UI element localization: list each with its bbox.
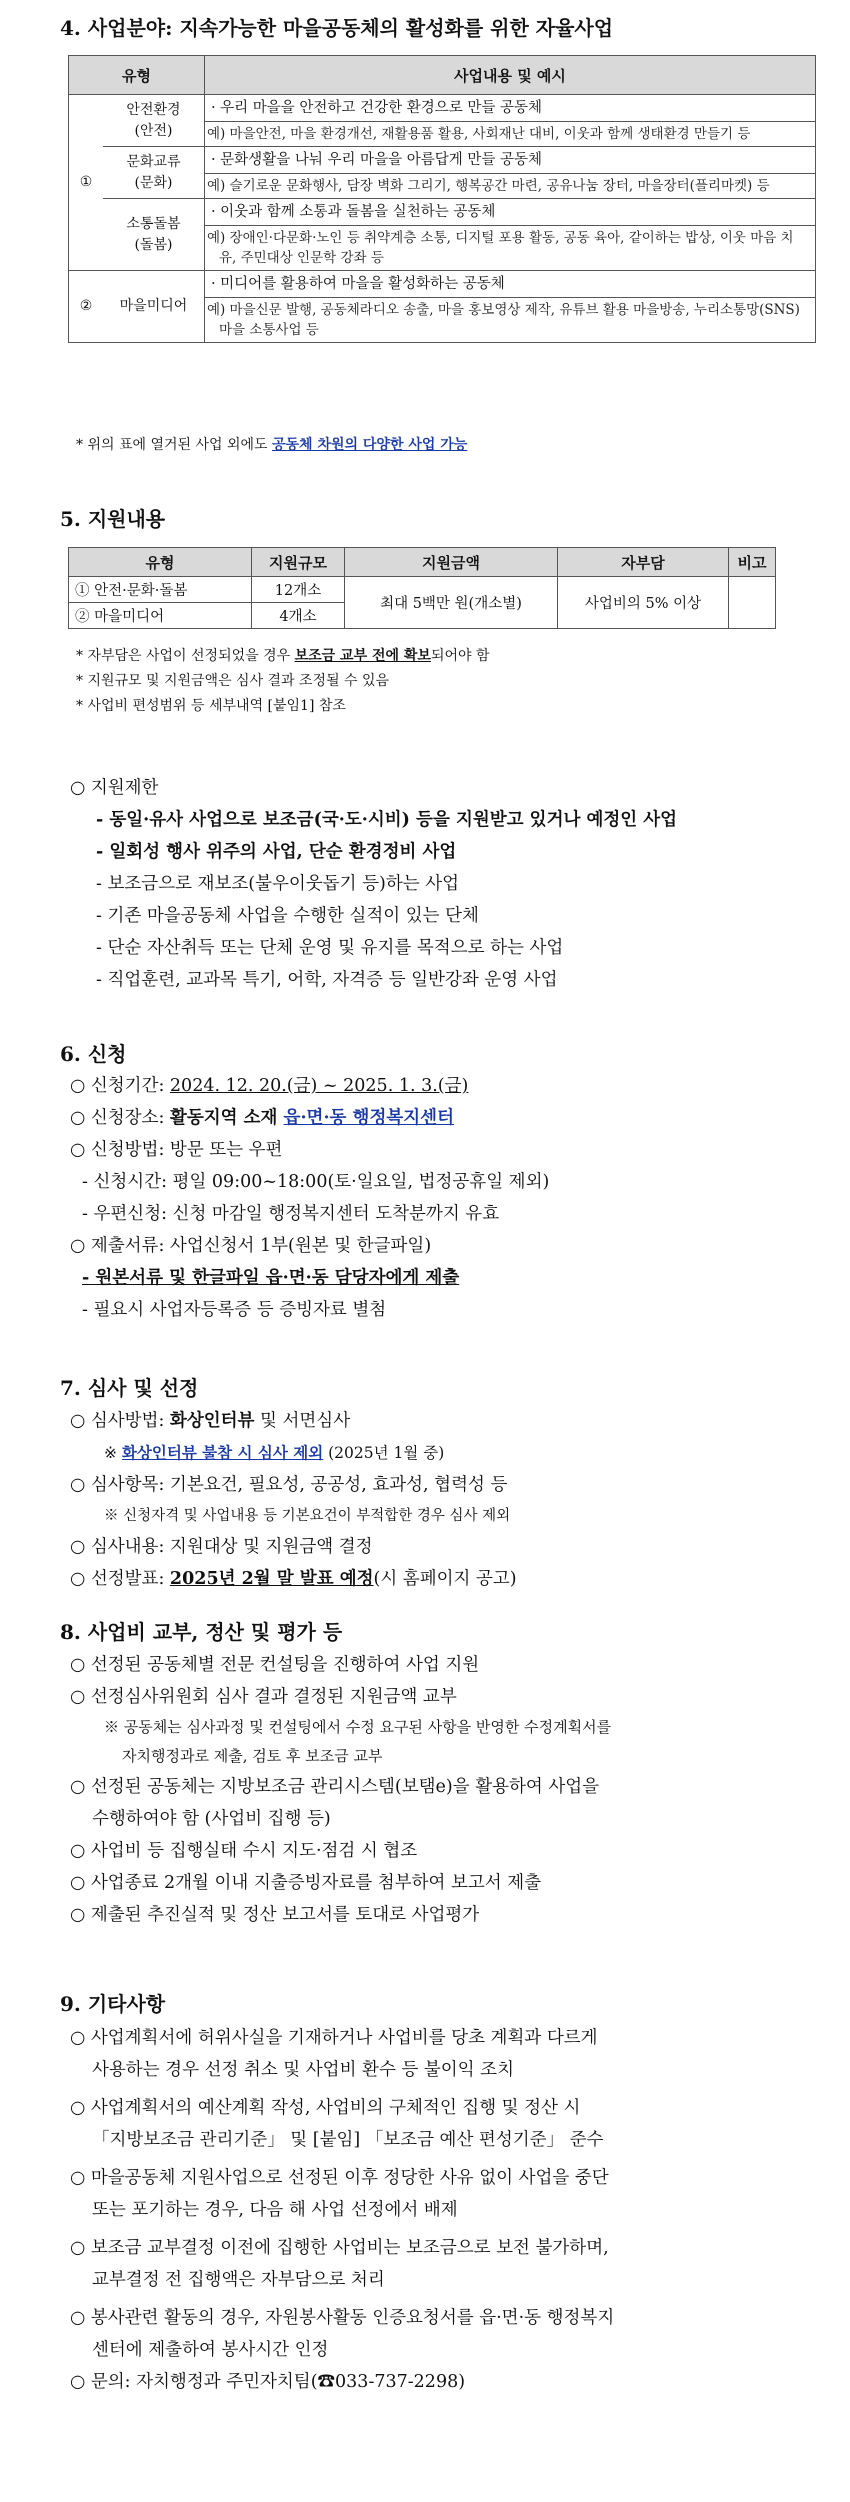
- review-note-2: ※ 신청자격 및 사업내용 등 기본요건이 부적합한 경우 심사 제외: [104, 1508, 511, 1524]
- restriction-item: - 단순 자산취득 또는 단체 운영 및 유지를 목적으로 하는 사업: [96, 938, 564, 958]
- type-cell: ② 마을미디어: [69, 603, 252, 629]
- misc-item: 또는 포기하는 경우, 다음 해 사업 선정에서 배제: [92, 2200, 458, 2220]
- table-header: 비고: [729, 548, 776, 577]
- support-note-2: * 지원규모 및 지원금액은 심사 결과 조정될 수 있음: [76, 673, 390, 689]
- application-mail: - 우편신청: 신청 마감일 행정복지센터 도착분까지 유효: [82, 1204, 500, 1224]
- section-5-title: 5. 지원내용: [60, 507, 166, 531]
- group-number: ①: [69, 95, 104, 271]
- misc-item: ○ 사업계획서에 허위사실을 기재하거나 사업비를 당초 계획과 다르게: [70, 2028, 598, 2048]
- table-header-content: 사업내용 및 예시: [204, 56, 815, 95]
- review-content: ○ 심사내용: 지원대상 및 지원금액 결정: [70, 1537, 373, 1557]
- table-header-type: 유형: [69, 56, 205, 95]
- category-cell: 문화교류 (문화): [103, 147, 204, 199]
- misc-item: ○ 마을공동체 지원사업으로 선정된 이후 정당한 사유 없이 사업을 중단: [70, 2168, 609, 2188]
- content-example: 예) 슬기로운 문화행사, 담장 벽화 그리기, 행복공간 마련, 공유나눔 장터, 마을장터(플리마켓) 등: [204, 174, 815, 199]
- table-row: [69, 147, 816, 174]
- note-highlight-link: 공동체 차원의 다양한 사업 가능: [272, 437, 468, 453]
- misc-item: ○ 보조금 교부결정 이전에 집행한 사업비는 보조금으로 보전 불가하며,: [70, 2238, 609, 2258]
- remarks-cell: [729, 577, 776, 629]
- table-row: [69, 95, 816, 122]
- self-burden-cell: 사업비의 5% 이상: [558, 577, 729, 629]
- review-method: ○ 심사방법: 화상인터뷰 및 서면심사: [70, 1411, 351, 1431]
- announcement: ○ 선정발표: 2025년 2월 말 발표 예정(시 홈페이지 공고): [70, 1569, 517, 1589]
- misc-item: 사용하는 경우 선정 취소 및 사업비 환수 등 불이익 조치: [92, 2060, 514, 2080]
- content-example: 예) 장애인·다문화·노인 등 취약계층 소통, 디지털 포용 활동, 공동 육아, 같이하는 밥상, 이웃 마음 치유, 주민대상 인문학 강좌 등: [204, 226, 815, 271]
- scale-cell: 12개소: [252, 577, 345, 603]
- settlement-item: ○ 사업종료 2개월 이내 지출증빙자료를 첨부하여 보고서 제출: [70, 1873, 542, 1893]
- application-time: - 신청시간: 평일 09:00~18:00(토·일요일, 법정공휴일 제외): [82, 1172, 550, 1192]
- submission-docs-note: - 원본서류 및 한글파일 읍·면·동 담당자에게 제출: [82, 1268, 460, 1288]
- review-items: ○ 심사항목: 기본요건, 필요성, 공공성, 효과성, 협력성 등: [70, 1475, 508, 1495]
- misc-item: 「지방보조금 관리기준」 및 [붙임] 「보조금 예산 편성기준」 준수: [92, 2130, 604, 2150]
- type-cell: ① 안전·문화·돌봄: [69, 577, 252, 603]
- section-6-title: 6. 신청: [60, 1042, 127, 1066]
- submission-docs: ○ 제출서류: 사업신청서 1부(원본 및 한글파일): [70, 1236, 432, 1256]
- table-row: [69, 577, 776, 603]
- table-row: [69, 199, 816, 226]
- restriction-item: - 보조금으로 재보조(불우이웃돕기 등)하는 사업: [96, 874, 460, 894]
- section-8-title: 8. 사업비 교부, 정산 및 평가 등: [60, 1620, 343, 1644]
- review-note-1: ※ 화상인터뷰 불참 시 심사 제외 (2025년 1월 중): [104, 1443, 445, 1462]
- misc-item: 교부결정 전 집행액은 자부담으로 처리: [92, 2270, 385, 2290]
- contact-info: ○ 문의: 자치행정과 주민자치팀(☎033-737-2298): [70, 2372, 466, 2392]
- content-example: 예) 마을신문 발행, 공동체라디오 송출, 마을 홍보영상 제작, 유튜브 활용 마을방송, 누리소통망(SNS) 마을 소통사업 등: [204, 298, 815, 343]
- settlement-item: ○ 선정심사위원회 심사 결과 결정된 지원금액 교부: [70, 1687, 457, 1707]
- restriction-item: - 동일·유사 사업으로 보조금(국·도·시비) 등을 지원받고 있거나 예정인 사업: [96, 810, 678, 830]
- table-header: 지원규모: [252, 548, 345, 577]
- restriction-heading: ○ 지원제한: [70, 778, 159, 798]
- settlement-item: ○ 제출된 추진실적 및 정산 보고서를 토대로 사업평가: [70, 1905, 480, 1925]
- support-note-3: * 사업비 편성범위 등 세부내역 [붙임1] 참조: [76, 698, 346, 714]
- review-note-link: 화상인터뷰 불참 시 심사 제외: [121, 1443, 324, 1462]
- category-cell: 마을미디어: [103, 271, 204, 343]
- table-header: 자부담: [558, 548, 729, 577]
- section-9-title: 9. 기타사항: [60, 1992, 166, 2016]
- section-7-title: 7. 심사 및 선정: [60, 1376, 199, 1400]
- settlement-item: ○ 사업비 등 집행실태 수시 지도·점검 시 협조: [70, 1841, 418, 1861]
- place-link: 읍·면·동 행정복지센터: [283, 1108, 454, 1128]
- content-example: 예) 마을안전, 마을 환경개선, 재활용품 활용, 사회재난 대비, 이웃과 함께 생태환경 만들기 등: [204, 122, 815, 147]
- support-note-1: * 자부담은 사업이 선정되었을 경우 보조금 교부 전에 확보되어야 함: [76, 648, 490, 664]
- category-cell: 안전환경 (안전): [103, 95, 204, 147]
- content-main: · 문화생활을 나눠 우리 마을을 아름답게 만들 공동체: [204, 147, 815, 174]
- table-header: 지원금액: [345, 548, 558, 577]
- settlement-item: ○ 선정된 공동체별 전문 컨설팅을 진행하여 사업 지원: [70, 1655, 480, 1675]
- misc-item: 센터에 제출하여 봉사시간 인정: [92, 2340, 329, 2360]
- settlement-note: 자치행정과로 제출, 검토 후 보조금 교부: [122, 1747, 383, 1765]
- business-field-table: [68, 55, 816, 343]
- content-main: · 우리 마을을 안전하고 건강한 환경으로 만들 공동체: [204, 95, 815, 122]
- restriction-item: - 기존 마을공동체 사업을 수행한 실적이 있는 단체: [96, 906, 479, 926]
- content-main: · 미디어를 활용하여 마을을 활성화하는 공동체: [204, 271, 815, 298]
- submission-docs-extra: - 필요시 사업자등록증 등 증빙자료 별첨: [82, 1300, 387, 1320]
- scale-cell: 4개소: [252, 603, 345, 629]
- restriction-item: - 직업훈련, 교과목 특기, 어학, 자격증 등 일반강좌 운영 사업: [96, 970, 558, 990]
- category-cell: 소통돌봄 (돌봄): [103, 199, 204, 271]
- table-header: 유형: [69, 548, 252, 577]
- misc-item: ○ 사업계획서의 예산계획 작성, 사업비의 구체적인 집행 및 정산 시: [70, 2098, 581, 2118]
- group-number: ②: [69, 271, 104, 343]
- support-table: [68, 547, 776, 629]
- restriction-item: - 일회성 행사 위주의 사업, 단순 환경정비 사업: [96, 842, 457, 862]
- settlement-note: ※ 공동체는 심사과정 및 컨설팅에서 수정 요구된 사항을 반영한 수정계획서를: [104, 1718, 612, 1736]
- table-row: [69, 271, 816, 298]
- settlement-item: ○ 선정된 공동체는 지방보조금 관리시스템(보탬e)을 활용하여 사업을: [70, 1777, 600, 1797]
- application-place: ○ 신청장소: 활동지역 소재 읍·면·동 행정복지센터: [70, 1108, 454, 1128]
- section-4-note: * 위의 표에 열거된 사업 외에도 공동체 차원의 다양한 사업 가능: [76, 437, 468, 453]
- section-4-title: 4. 사업분야: 지속가능한 마을공동체의 활성화를 위한 자율사업: [60, 16, 614, 40]
- settlement-item: 수행하여야 함 (사업비 집행 등): [92, 1809, 331, 1829]
- amount-cell: 최대 5백만 원(개소별): [345, 577, 558, 629]
- misc-item: ○ 봉사관련 활동의 경우, 자원봉사활동 인증요청서를 읍·면·동 행정복지: [70, 2308, 615, 2328]
- content-main: · 이웃과 함께 소통과 돌봄을 실천하는 공동체: [204, 199, 815, 226]
- application-method: ○ 신청방법: 방문 또는 우편: [70, 1140, 283, 1160]
- application-period: ○ 신청기간: 2024. 12. 20.(금) ~ 2025. 1. 3.(금): [70, 1076, 469, 1096]
